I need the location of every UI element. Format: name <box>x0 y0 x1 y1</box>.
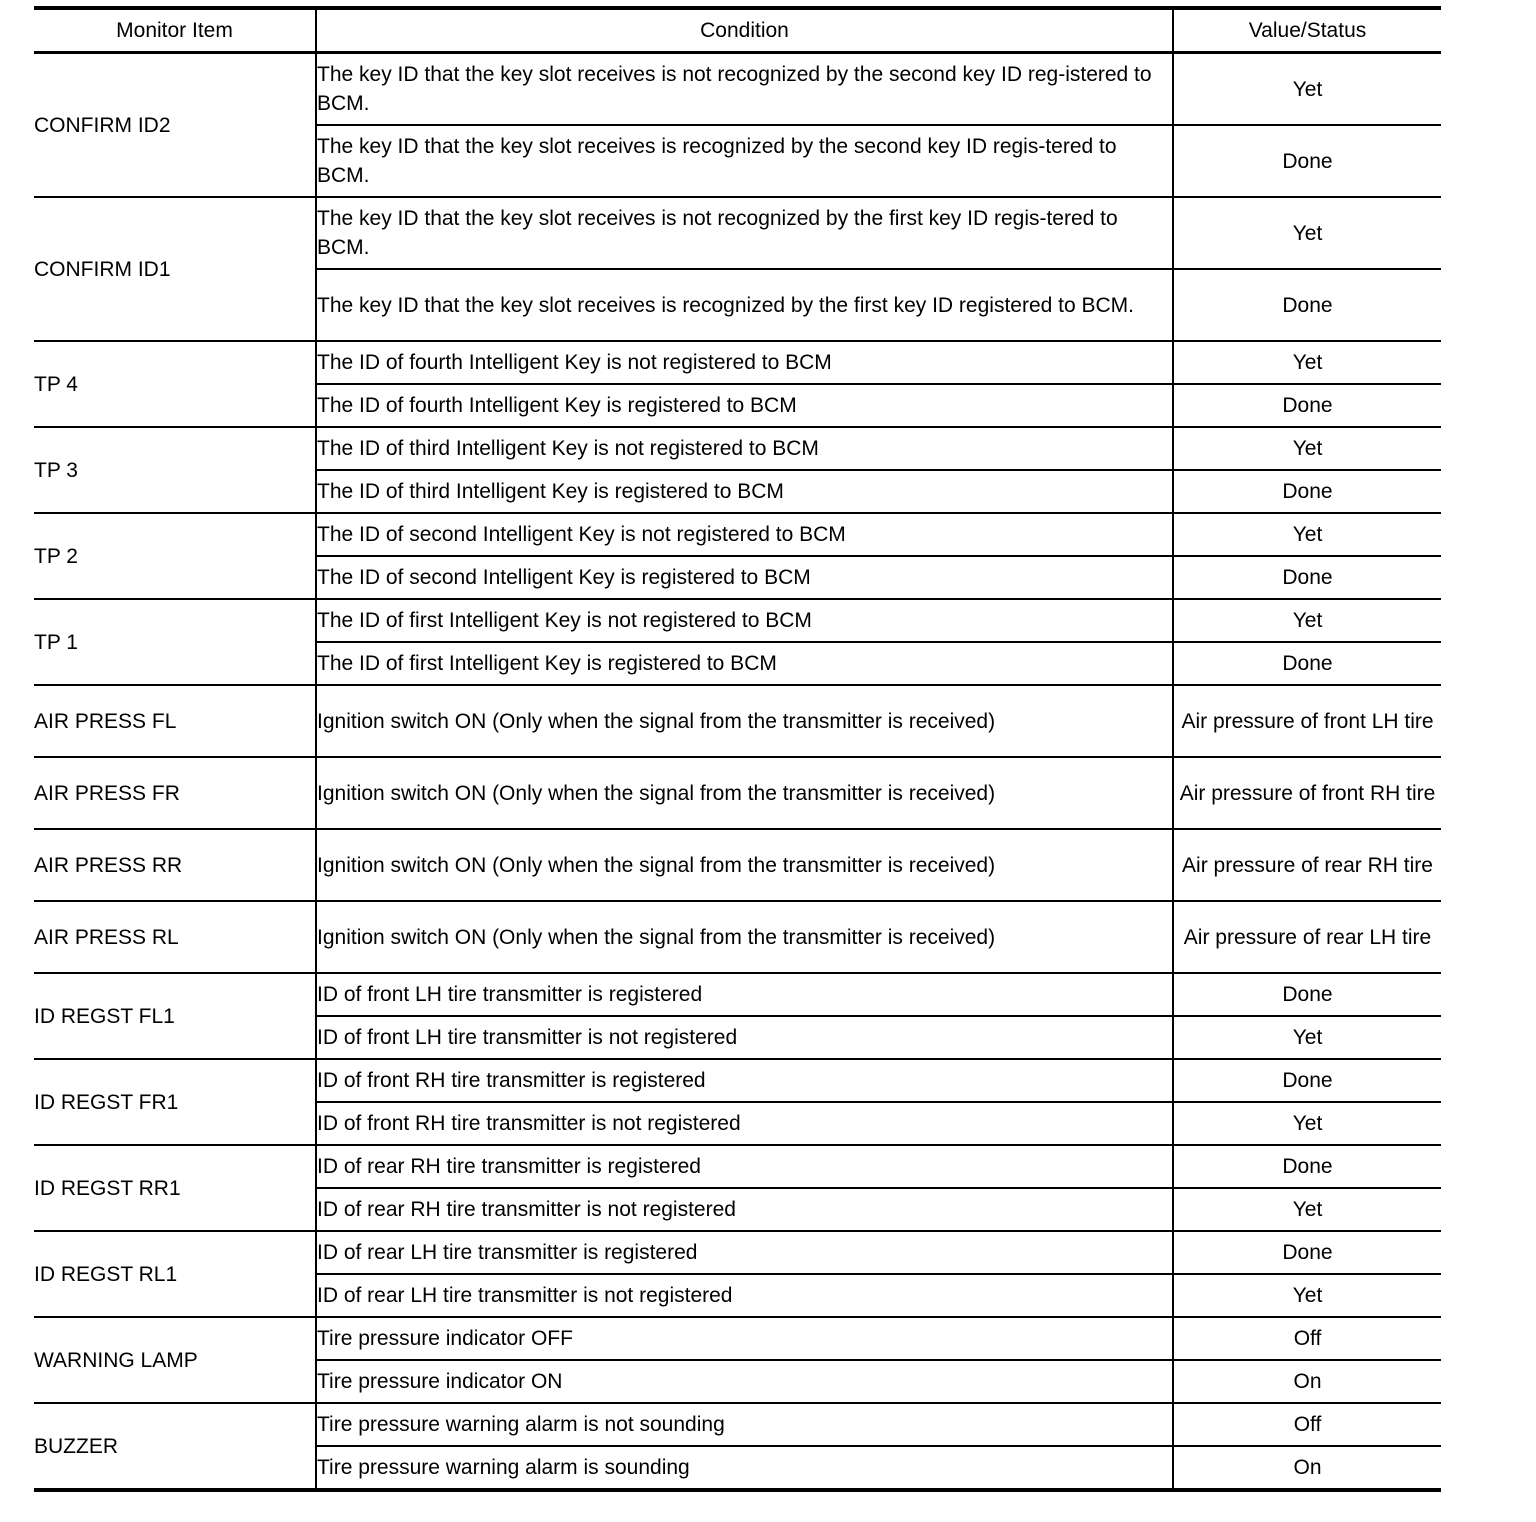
value-status-cell: Air pressure of rear LH tire <box>1173 901 1441 973</box>
monitor-item-cell: CONFIRM ID1 <box>34 197 316 341</box>
monitor-item-cell: CONFIRM ID2 <box>34 53 316 198</box>
table-row <box>34 427 1441 470</box>
table-row <box>34 1403 1441 1446</box>
value-status-cell: Done <box>1173 556 1441 599</box>
value-status-cell: Yet <box>1173 1188 1441 1231</box>
table-row <box>34 599 1441 642</box>
condition-cell: The ID of fourth Intelligent Key is not registered to BCM <box>316 341 1173 384</box>
condition-cell: Tire pressure warning alarm is not sounding <box>316 1403 1173 1446</box>
header-value-status: Value/Status <box>1173 8 1441 53</box>
monitor-item-cell: TP 2 <box>34 513 316 599</box>
condition-cell: Tire pressure indicator ON <box>316 1360 1173 1403</box>
condition-cell: The key ID that the key slot receives is recognized by the first key ID registered to BCM. <box>316 269 1173 341</box>
value-status-cell: Done <box>1173 384 1441 427</box>
value-status-cell: Done <box>1173 269 1441 341</box>
value-status-cell: Yet <box>1173 513 1441 556</box>
condition-cell: ID of rear RH tire transmitter is registered <box>316 1145 1173 1188</box>
condition-cell: Ignition switch ON (Only when the signal from the transmitter is received) <box>316 901 1173 973</box>
value-status-cell: Yet <box>1173 599 1441 642</box>
monitor-item-cell: AIR PRESS RL <box>34 901 316 973</box>
value-status-cell: Yet <box>1173 341 1441 384</box>
header-row <box>34 8 1441 53</box>
value-status-cell: Yet <box>1173 197 1441 269</box>
value-status-cell: Done <box>1173 1145 1441 1188</box>
value-status-cell: Done <box>1173 642 1441 685</box>
table-row <box>34 829 1441 901</box>
table-row <box>34 1231 1441 1274</box>
condition-cell: The ID of second Intelligent Key is not registered to BCM <box>316 513 1173 556</box>
monitor-item-cell: WARNING LAMP <box>34 1317 316 1403</box>
value-status-cell: On <box>1173 1360 1441 1403</box>
value-status-cell: Yet <box>1173 53 1441 126</box>
monitor-item-cell: ID REGST FL1 <box>34 973 316 1059</box>
monitor-item-cell: TP 3 <box>34 427 316 513</box>
value-status-cell: Done <box>1173 973 1441 1016</box>
table-row <box>34 685 1441 757</box>
condition-cell: The ID of fourth Intelligent Key is registered to BCM <box>316 384 1173 427</box>
condition-cell: The ID of second Intelligent Key is registered to BCM <box>316 556 1173 599</box>
value-status-cell: Done <box>1173 1059 1441 1102</box>
condition-cell: ID of front LH tire transmitter is registered <box>316 973 1173 1016</box>
condition-cell: ID of rear RH tire transmitter is not registered <box>316 1188 1173 1231</box>
condition-cell: Ignition switch ON (Only when the signal from the transmitter is received) <box>316 685 1173 757</box>
monitor-item-cell: ID REGST FR1 <box>34 1059 316 1145</box>
condition-cell: ID of front RH tire transmitter is registered <box>316 1059 1173 1102</box>
monitor-item-cell: ID REGST RR1 <box>34 1145 316 1231</box>
condition-cell: ID of rear LH tire transmitter is registered <box>316 1231 1173 1274</box>
monitor-item-cell: AIR PRESS FR <box>34 757 316 829</box>
monitor-item-cell: AIR PRESS FL <box>34 685 316 757</box>
condition-cell: The ID of first Intelligent Key is registered to BCM <box>316 642 1173 685</box>
table-row <box>34 513 1441 556</box>
value-status-cell: Off <box>1173 1317 1441 1360</box>
condition-cell: ID of rear LH tire transmitter is not registered <box>316 1274 1173 1317</box>
monitor-item-cell: ID REGST RL1 <box>34 1231 316 1317</box>
value-status-cell: Air pressure of rear RH tire <box>1173 829 1441 901</box>
condition-cell: The key ID that the key slot receives is recognized by the second key ID regis-tered to BCM. <box>316 125 1173 197</box>
value-status-cell: Air pressure of front RH tire <box>1173 757 1441 829</box>
condition-cell: The ID of first Intelligent Key is not registered to BCM <box>316 599 1173 642</box>
value-status-cell: Done <box>1173 125 1441 197</box>
monitor-item-cell: AIR PRESS RR <box>34 829 316 901</box>
value-status-cell: Done <box>1173 1231 1441 1274</box>
value-status-cell: Air pressure of front LH tire <box>1173 685 1441 757</box>
monitor-table <box>34 6 1441 1492</box>
condition-cell: Ignition switch ON (Only when the signal from the transmitter is received) <box>316 757 1173 829</box>
table-row <box>34 197 1441 269</box>
value-status-cell: On <box>1173 1446 1441 1490</box>
value-status-cell: Off <box>1173 1403 1441 1446</box>
table-row <box>34 1059 1441 1102</box>
value-status-cell: Yet <box>1173 1102 1441 1145</box>
value-status-cell: Yet <box>1173 1274 1441 1317</box>
condition-cell: ID of front RH tire transmitter is not registered <box>316 1102 1173 1145</box>
condition-cell: Ignition switch ON (Only when the signal from the transmitter is received) <box>316 829 1173 901</box>
condition-cell: ID of front LH tire transmitter is not registered <box>316 1016 1173 1059</box>
monitor-item-cell: TP 1 <box>34 599 316 685</box>
condition-cell: The ID of third Intelligent Key is registered to BCM <box>316 470 1173 513</box>
header-condition: Condition <box>316 8 1173 53</box>
table-row <box>34 901 1441 973</box>
table-body <box>34 53 1441 1491</box>
condition-cell: Tire pressure warning alarm is sounding <box>316 1446 1173 1490</box>
condition-cell: The ID of third Intelligent Key is not registered to BCM <box>316 427 1173 470</box>
value-status-cell: Done <box>1173 470 1441 513</box>
table-row <box>34 757 1441 829</box>
table-row <box>34 1317 1441 1360</box>
value-status-cell: Yet <box>1173 1016 1441 1059</box>
header-monitor-item: Monitor Item <box>34 8 316 53</box>
condition-cell: The key ID that the key slot receives is not recognized by the second key ID reg-istered to BCM. <box>316 53 1173 126</box>
table-row <box>34 341 1441 384</box>
condition-cell: Tire pressure indicator OFF <box>316 1317 1173 1360</box>
monitor-item-cell: TP 4 <box>34 341 316 427</box>
table-row <box>34 1145 1441 1188</box>
value-status-cell: Yet <box>1173 427 1441 470</box>
table-row <box>34 53 1441 126</box>
table-row <box>34 973 1441 1016</box>
condition-cell: The key ID that the key slot receives is not recognized by the first key ID regis-tered to BCM. <box>316 197 1173 269</box>
monitor-item-cell: BUZZER <box>34 1403 316 1490</box>
